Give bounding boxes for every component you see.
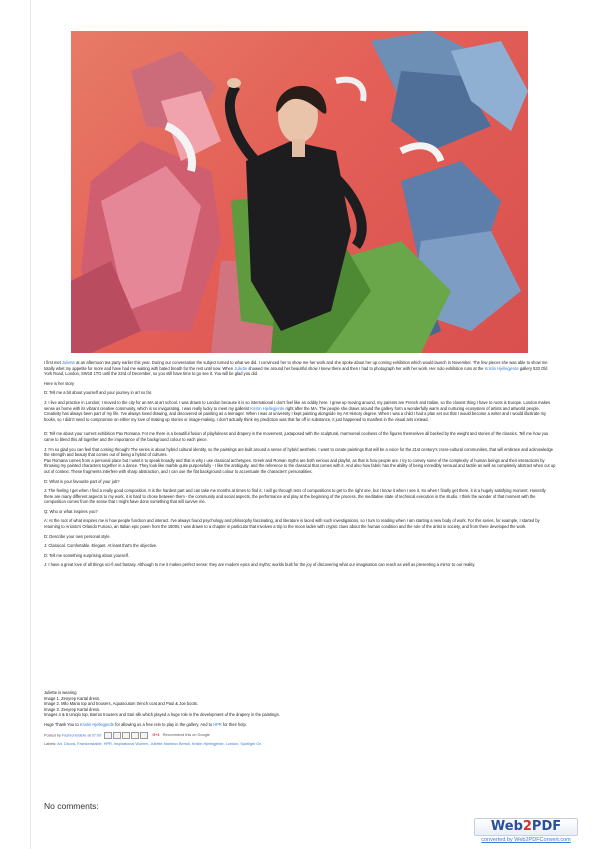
labels-prefix: Labels: bbox=[44, 741, 58, 746]
hero-photo bbox=[71, 31, 528, 353]
page-left-rule bbox=[30, 0, 31, 849]
twitter-share-icon[interactable] bbox=[122, 732, 130, 739]
question-4: Q: Who or what inspires you? bbox=[44, 508, 98, 514]
web2pdf-link[interactable]: converted by Web2PDFConvert.com bbox=[481, 837, 571, 843]
logo-two: 2 bbox=[522, 819, 532, 834]
wearing-list bbox=[44, 690, 556, 718]
thanks-text: for their help. bbox=[221, 722, 247, 727]
post-footer bbox=[44, 732, 556, 739]
posted-by-label: Posted by bbox=[44, 733, 62, 738]
at-label: at bbox=[86, 733, 92, 738]
question-2: D: Tell me about your current exhibition Pax Romana. For me there is a beautiful fusion of playfulness and drapery in the movement, juxtaposed with the sculptural, marmoreal coolness of the figures themselves all backed by the weight and stories of the classics. Tell me how you came to blend this all together and the importance of the background colour to each piece. bbox=[44, 431, 549, 442]
post-labels bbox=[44, 742, 556, 748]
answer-2: J: I'm so glad you can feel that coming through! The series is about hybrid cultural identity, so the paintings are built around a sense of hybrid aesthetic. I want to create paintings that will be a voice for the 21st century's cross-cultural communities, that will embrace and acknowledge the strength and beauty that comes out of being a hybrid of cultures. bbox=[44, 446, 554, 458]
answer-text: right after the MA. The people she draws around the gallery form a wonderfully warm and nurturing ecosystem of artists and artworld people. bbox=[284, 405, 540, 411]
wearing-item: Image 1. Zenyrep Kartal dress. bbox=[44, 695, 101, 701]
thanks-line bbox=[44, 722, 556, 728]
google-plus-button[interactable]: G+1 bbox=[152, 733, 160, 738]
comments-heading: No comments: bbox=[44, 801, 99, 811]
answer-6: J: I have a great love of all things sci-fi and fantasy. Although to me it makes perfect sense: they are modern epics and myths; worlds built for the joy of discovering what our imagination can reach as well as presenting a mirror to our reality. bbox=[44, 562, 476, 568]
recommend-text: Recommend this on Google bbox=[162, 733, 210, 738]
email-share-icon[interactable] bbox=[104, 732, 112, 739]
blog-post-body bbox=[44, 360, 556, 747]
intro-text: showed me around her beautiful show I knew there and then I had to photograph her with her work. Her solo exhibition runs at the bbox=[247, 365, 485, 371]
intro-text: I first met bbox=[44, 360, 62, 365]
author-link[interactable]: Fashionistable bbox=[61, 733, 87, 738]
link-hpr[interactable]: HPR bbox=[213, 722, 222, 727]
intro-text: at an afternoon tea party earlier this year. During our conversation the subject turned to what we did. I convinced her to show me her work and she spoke about her up coming exhibition which would launch in November. The few pieces she was able to show me totally whet my appetite for more and have had me waiting with bated breath for the rest until now. When bbox=[44, 360, 548, 371]
thanks-text: for allowing us a free rein to play in the gallery. And to bbox=[114, 722, 214, 727]
question-6: D: Tell me something surprising about yourself. bbox=[44, 552, 130, 558]
wearing-item: Image 3. Zenyrep Kartal dress. bbox=[44, 706, 101, 712]
wearing-heading: Juliette is wearing bbox=[44, 690, 77, 696]
intro-paragraph bbox=[44, 360, 556, 377]
question-1: D: Tell me a bit about yourself and your journey in art so far. bbox=[44, 390, 153, 396]
web2pdf-badge[interactable] bbox=[474, 818, 578, 848]
pinterest-share-icon[interactable] bbox=[140, 732, 148, 739]
portrait-artwork-illustration bbox=[71, 31, 528, 353]
facebook-share-icon[interactable] bbox=[131, 732, 139, 739]
link-juliette[interactable]: Juliette bbox=[61, 360, 75, 365]
thanks-text: Huge Thank You to bbox=[44, 722, 80, 727]
logo-pdf: PDF bbox=[531, 819, 562, 834]
timestamp-link[interactable]: 07:00 bbox=[91, 733, 102, 738]
blog-share-icon[interactable] bbox=[113, 732, 121, 739]
answer-4: A: At the root of what inspires me is how people function and interact. I've always found psychology and philosophy fascinating, and literature is laced with such investigations, so I turn to reading when I am starting a new body of work. For this series, for example, I started by returning to Ariosto's Orlando Furioso, an Italian epic poem from the 1500s; I was drawn to a chapter in particular that involves a trip to the moon laden with cryptic clues about the human condition and the role of the artist in society, and from there developed the work. bbox=[44, 518, 540, 530]
logo-web: Web bbox=[490, 819, 523, 834]
intro-text: gallery 533 Old York Road, London, SW18 1TG until the 23rd of December, so you still have time to go see it. You will be glad you did. bbox=[44, 365, 548, 377]
share-buttons bbox=[104, 732, 148, 739]
story-heading: Here is her story bbox=[44, 380, 75, 386]
post-spacer bbox=[44, 572, 556, 690]
link-juliette[interactable]: Juliette bbox=[234, 365, 248, 371]
answer-2-continued: Pax Romana comes from a personal place but I want it to speak broadly and that is why I use classical archetypes. Greek and Roman myths are both serious and playful, as that is how people are. I try to convey some of the complexity of human beings and their interactions by throwing my painted characters together in a dance. They look like marble quite purposefully - I like the ambiguity, and the reference to the classical that comes with it. And also how fabric has the ability of being incredibly sensual and tactile as well as completely abstract when cut up out of context. These fragments interfere with sharp abstraction, and I can use the flat background colour to accentuate the characters' personalities. bbox=[44, 457, 556, 474]
answer-1-continued: Creativity has always been part of my life. I've always loved drawing, and discovered oil painting as a teenager. When I was at university I kept painting alongside my Art History degree. When I was a child I had a plan set out that I would become a writer and I would illustrate my books, so I didn't need to compromise on either my love of making up stories or image-making. I don't actually think my prediction was that far off in substance, it just happened to manifest in the visual arts instead. bbox=[44, 411, 547, 422]
link-gallery[interactable]: Kristin Hjellegjerde bbox=[484, 365, 519, 371]
labels-links[interactable]: Art, Dicora, Fashionistable, HPR, Inspirational Women, Juliette Mahieux Bertoli, Kristin Hjellegjerde, London, Spotlight On bbox=[57, 741, 262, 746]
answer-1 bbox=[44, 400, 556, 411]
wearing-item: Images 4 & 5 Uniqlo top, Barrus trousers and Sari silk which played a huge role in the development of the drapery in the paintings. bbox=[44, 712, 280, 718]
answer-5: J: Classical. Comfortable. Elegant. At least that's the objective. bbox=[44, 543, 158, 549]
web2pdf-logo[interactable] bbox=[474, 818, 578, 836]
answer-3: J: The feeling I get when I find a really good composition. It is the hardest part and can take me months at times to find it. I will go through tens of compositions to get to the right one, but I know it when I see it. So when I finally get there, it is a hugely satisfying moment. Honestly there are many different aspects to my work, it is hard to chose between them - the community and social aspects, the performance and play at the beginning of the process, the meditative state of technical execution in the studio. I think the wonder of that moment with the composition comes from the sense that I might have done something that will survive me. bbox=[44, 488, 546, 505]
link-gallery[interactable]: Kristin Hjellegjerde bbox=[250, 405, 285, 411]
link-gallery[interactable]: Kristin Hjellegjerde bbox=[79, 722, 115, 727]
question-5: D: Describe your own personal style. bbox=[44, 533, 111, 539]
question-3: D: What is your favourite part of your job? bbox=[44, 478, 120, 484]
answer-text: J: I live and practice in London; I moved to the city for an MA at art school. I was drawn to London because it is so international I don't feel like an oddity here. I grew up moving around, my parents are French and Italian, so the closest thing I have to roots is Europe. London makes sense as home with its vibrant creative community, which is so invigorating. I was really lucky to meet my gallerist bbox=[44, 399, 551, 411]
wearing-item: Image 2. Milo Maria top and trousers, Aquascutum trench coat and Paul & Joe boots. bbox=[44, 701, 199, 707]
